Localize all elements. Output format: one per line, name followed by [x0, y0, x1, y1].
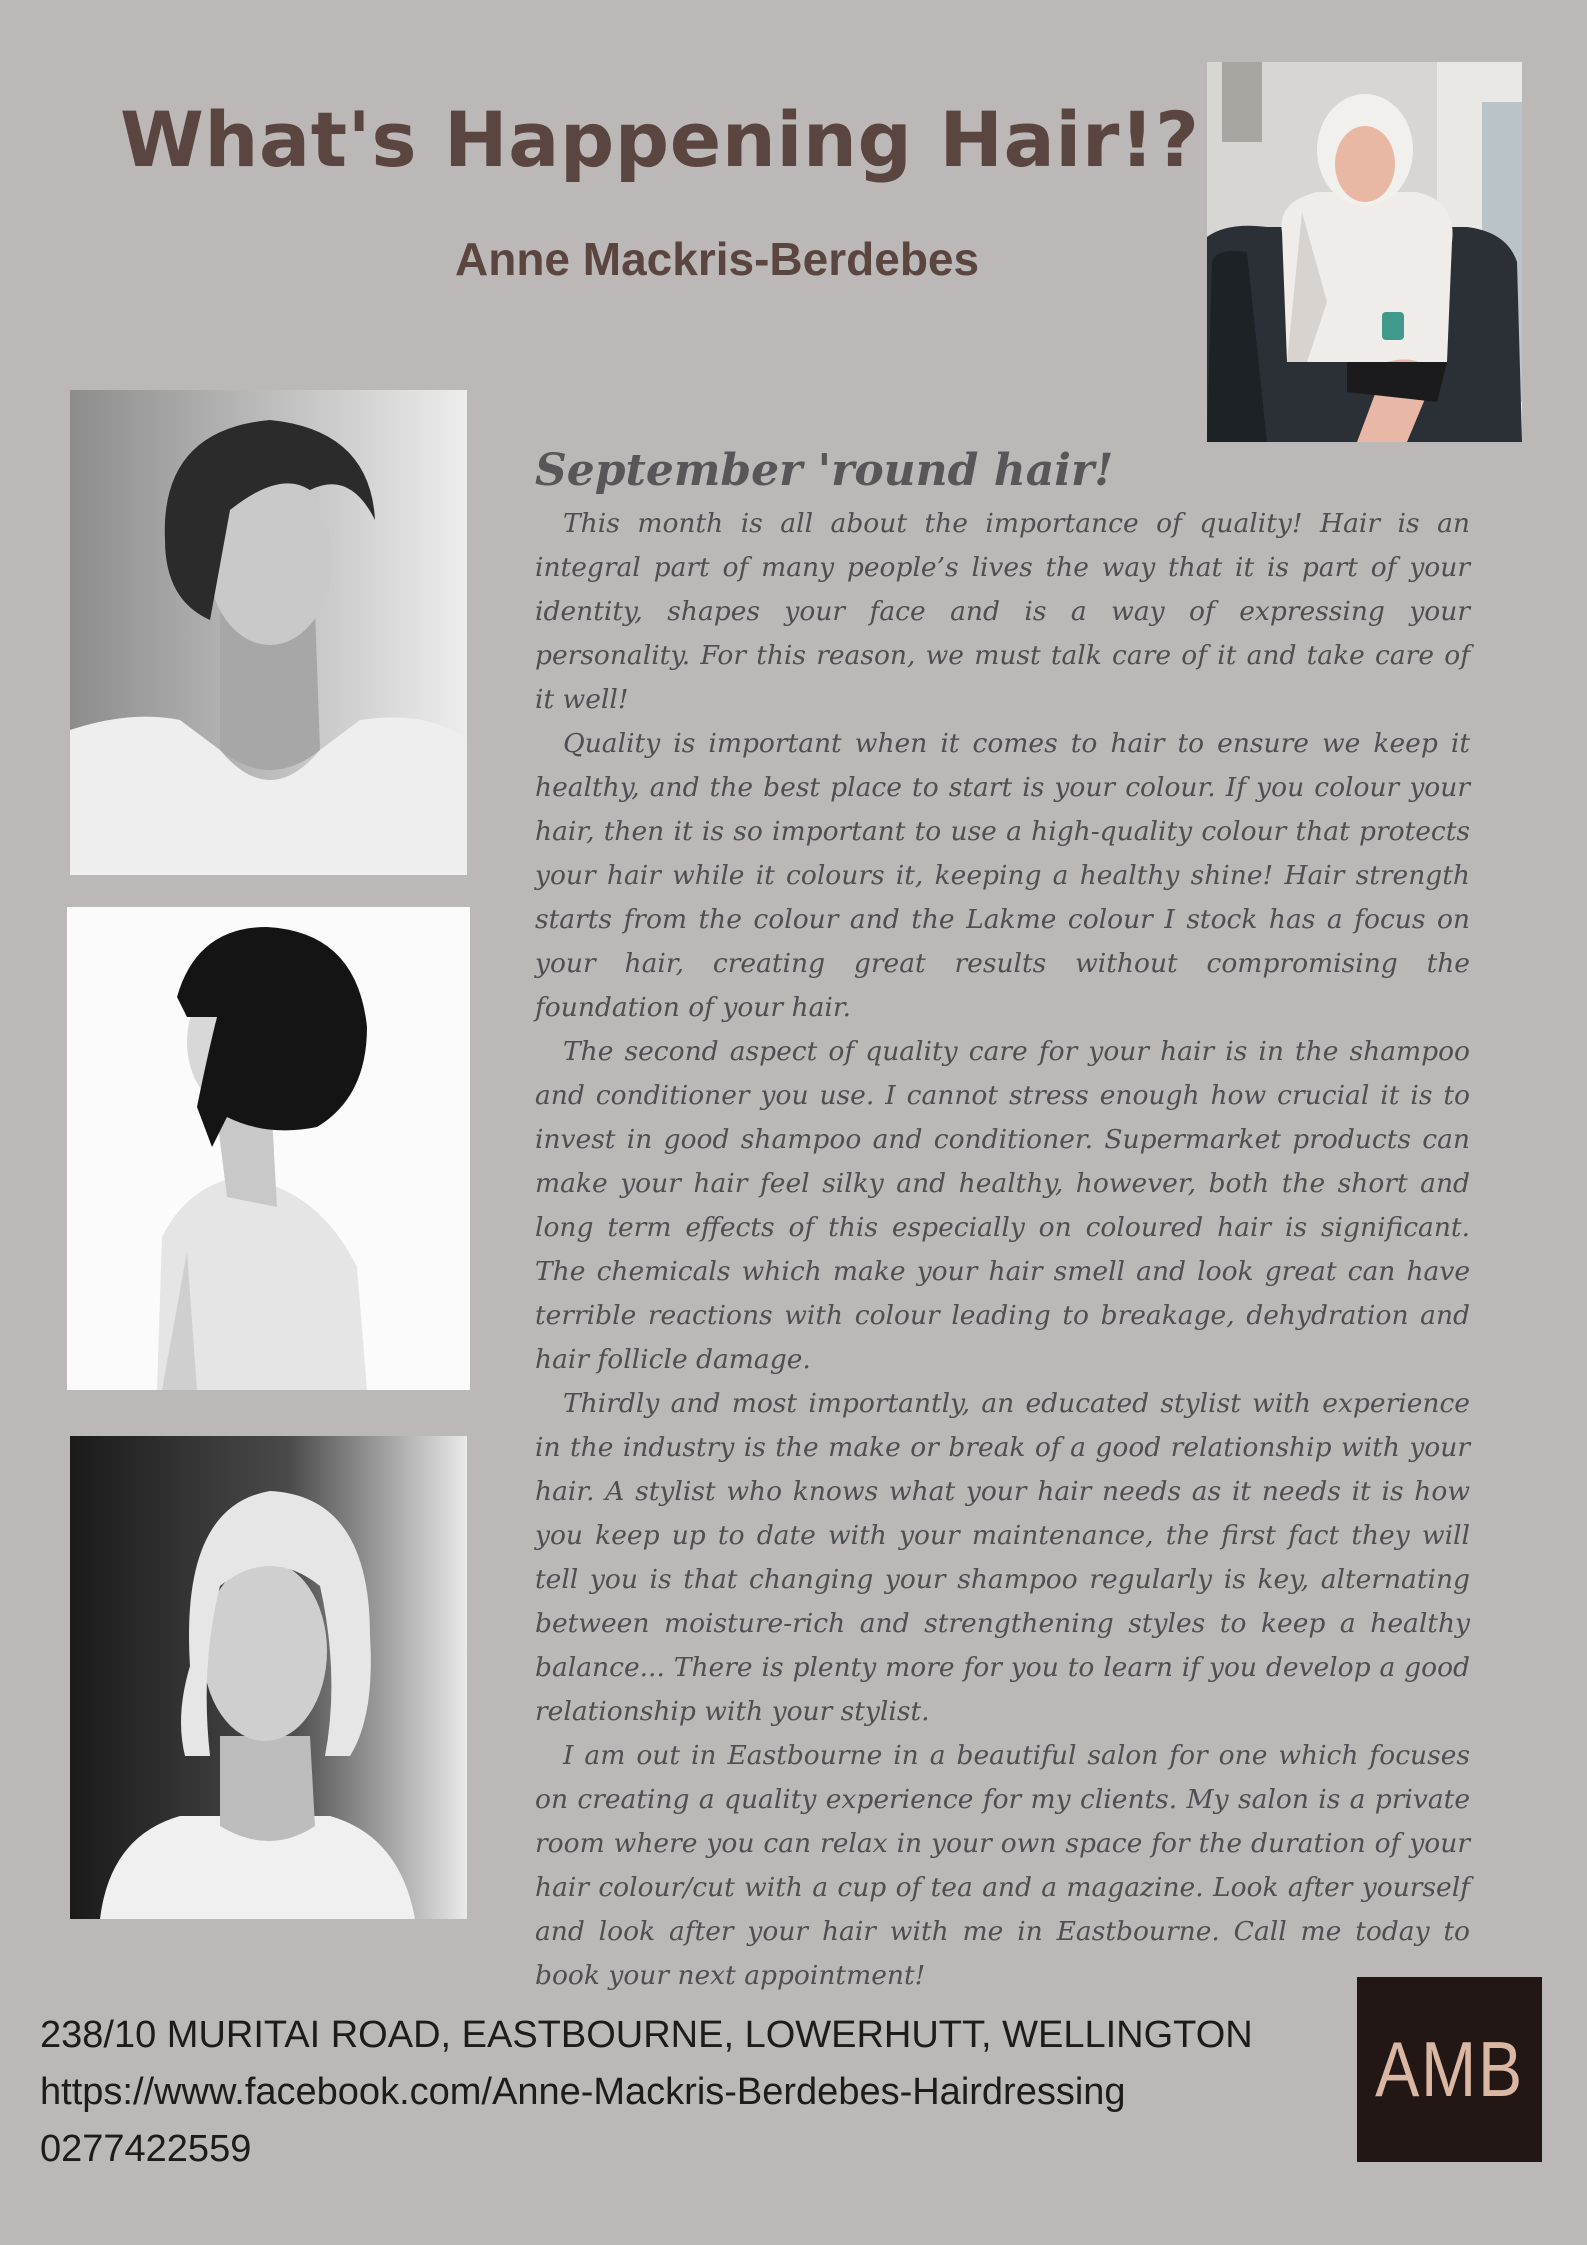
- article-paragraph: I am out in Eastbourne in a beautiful salon for one which focuses on creating a quality experience for my clients. My salon is a private room where you can relax in your own space for the duration of your hair colour/cut with a cup of tea and a magazine. Look after yourself and look after your hair with me in Eastbourne. Call me today to book your next appointment!: [535, 1740, 1470, 1991]
- article-paragraph: The second aspect of quality care for your hair is in the shampoo and conditioner you use. I cannot stress enough how crucial it is to invest in good shampoo and conditioner. Supermarket products can make your hair feel silky and healthy, however, both the short and long term effects of this especially on coloured hair is significant. The chemicals which make your hair smell and look great can have terrible reactions with colour leading to breakage, dehydration and hair follicle damage.: [535, 1036, 1470, 1375]
- amb-logo: [1357, 1977, 1542, 2162]
- stylist-portrait-photo: [1207, 62, 1522, 442]
- article-paragraph: Quality is important when it comes to hair to ensure we keep it healthy, and the best place to start is your colour. If you colour your hair, then it is so important to use a high-quality colour that protects your hair while it colours it, keeping a healthy shine! Hair strength starts from the colour and the Lakme colour I stock has a focus on your hair, creating great results without compromising the foundation of your hair.: [535, 728, 1470, 1023]
- logo-text: AMB: [1375, 2025, 1524, 2113]
- contact-footer: [40, 2007, 1330, 2178]
- short-pixie-haircut-photo: [70, 390, 467, 875]
- article-paragraph: This month is all about the importance of quality! Hair is an integral part of many people’s lives the way that it is part of your identity, shapes your face and is a way of expressing your personality. For this reason, we must talk care of it and take care of it well!: [535, 508, 1470, 715]
- facebook-link[interactable]: https://www.facebook.com/Anne-Mackris-Berdebes-Hairdressing: [40, 2071, 1126, 2113]
- article-paragraph: Thirdly and most importantly, an educated stylist with experience in the industry is the make or break of a good relationship with your hair. A stylist who knows what your hair needs as it needs it is how you keep up to date with your maintenance, the first fact they will tell you is that changing your shampoo regularly is key, alternating between moisture-rich and strengthening styles to keep a healthy balance... There is plenty more for you to learn if you develop a good relationship with your stylist.: [535, 1388, 1470, 1727]
- article-heading: September 'round hair!: [535, 445, 1114, 496]
- page-title: What's Happening Hair!?: [120, 95, 1200, 184]
- blonde-bob-haircut-photo: [70, 1436, 467, 1919]
- article: [535, 445, 1470, 1998]
- phone-number: 0277422559: [40, 2128, 252, 2170]
- author-name: Anne Mackris-Berdebes: [455, 233, 980, 285]
- address: 238/10 MURITAI ROAD, EASTBOURNE, LOWERHUTT, WELLINGTON: [40, 2014, 1253, 2056]
- bob-haircut-profile-photo: [67, 907, 470, 1390]
